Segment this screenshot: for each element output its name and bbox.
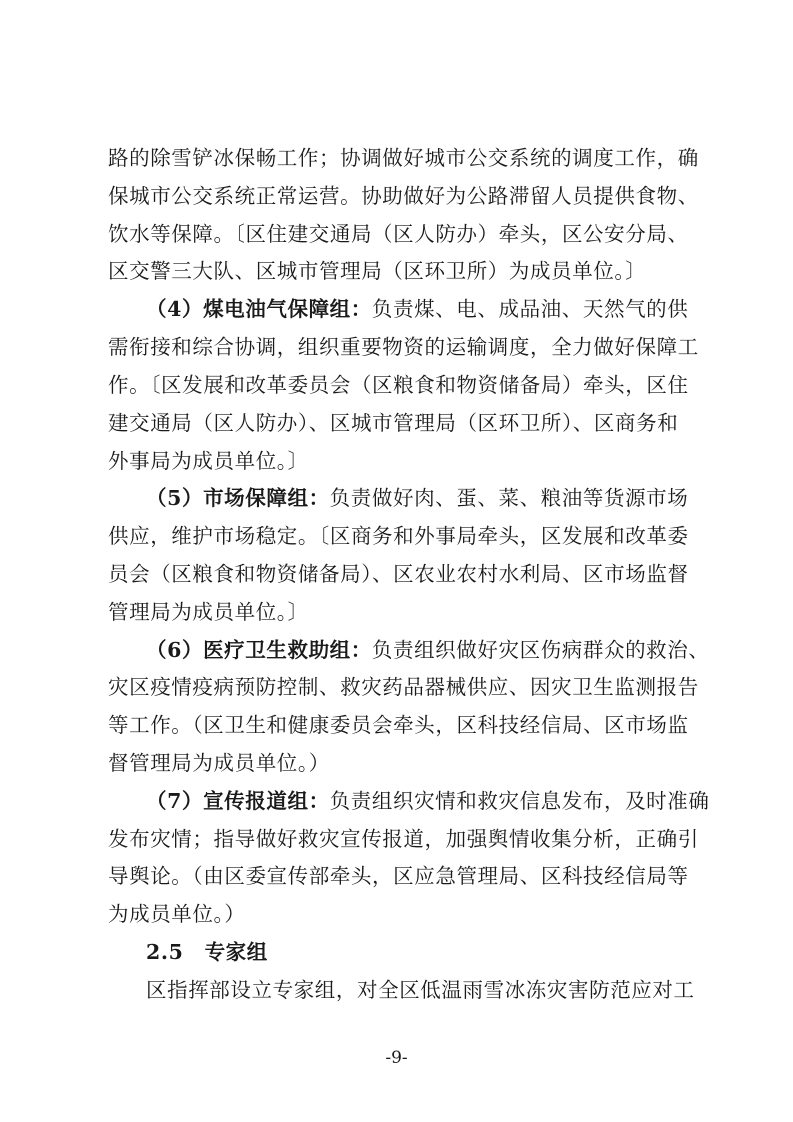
group-6-heading: （6）医疗卫生救助组： — [146, 638, 372, 662]
group-5-heading: （5）市场保障组： — [146, 486, 330, 510]
group-5-first-text: 负责做好肉、蛋、菜、粮油等货源市场 — [329, 486, 689, 510]
group-6-first-text: 负责组织做好灾区伤病群众的救治、 — [371, 638, 710, 662]
group-4-line: 外事局为成员单位。〕 — [108, 449, 309, 473]
group-7-first-text: 负责组织灾情和救灾信息发布，及时准确 — [329, 789, 710, 813]
group-4-first-text: 负责煤、电、成品油、天然气的供 — [371, 297, 689, 321]
group-7-line: 发布灾情；指导做好救灾宣传报道，加强舆情收集分析，正确引 — [108, 827, 699, 851]
group-4-heading: （4）煤电油气保障组： — [146, 297, 372, 321]
body-line-4: 区交警三大队、区城市管理局（区环卫所）为成员单位。〕 — [108, 259, 647, 283]
group-7-line: 导舆论。（由区委宣传部牵头，区应急管理局、区科技经信局等 — [108, 864, 689, 888]
group-4-first-line — [146, 295, 688, 323]
group-5-first-line — [146, 484, 688, 512]
body-line-1: 路的除雪铲冰保畅工作；协调做好城市公交系统的调度工作，确 — [108, 146, 699, 170]
group-7-heading: （7）宣传报道组： — [146, 789, 330, 813]
body-line-2: 保城市公交系统正常运营。协助做好为公路滞留人员提供食物、 — [108, 184, 699, 208]
group-6-line: 等工作。（区卫生和健康委员会牵头，区科技经信局、区市场监 — [108, 713, 689, 737]
body-line-3: 饮水等保障。〔区住建交通局（区人防办）牵头，区公安分局、 — [108, 222, 689, 246]
group-5-line: 管理局为成员单位。〕 — [108, 600, 309, 624]
group-6-first-line — [146, 636, 710, 664]
page-number: -9- — [385, 1048, 408, 1068]
group-6-line: 督管理局为成员单位。） — [108, 751, 330, 775]
group-4-line: 作。〔区发展和改革委员会（区粮食和物资储备局）牵头，区住 — [108, 373, 689, 397]
group-7-first-line — [146, 787, 710, 815]
group-5-line: 员会（区粮食和物资储备局）、区农业农村水利局、区市场监督 — [108, 562, 689, 586]
section-heading-2-5: 2.5 专家组 — [146, 940, 268, 964]
group-7-line: 为成员单位。） — [108, 902, 246, 926]
group-6-line: 灾区疫情疫病预防控制、救灾药品器械供应、因灾卫生监测报告 — [108, 675, 699, 699]
group-4-line: 建交通局（区人防办）、区城市管理局（区环卫所）、区商务和 — [108, 411, 679, 435]
section-first-line: 区指挥部设立专家组，对全区低温雨雪冰冻灾害防范应对工 — [146, 978, 695, 1002]
group-4-line: 需衔接和综合协调，组织重要物资的运输调度，全力做好保障工 — [108, 335, 699, 359]
group-5-line: 供应，维护市场稳定。〔区商务和外事局牵头，区发展和改革委 — [108, 524, 689, 548]
